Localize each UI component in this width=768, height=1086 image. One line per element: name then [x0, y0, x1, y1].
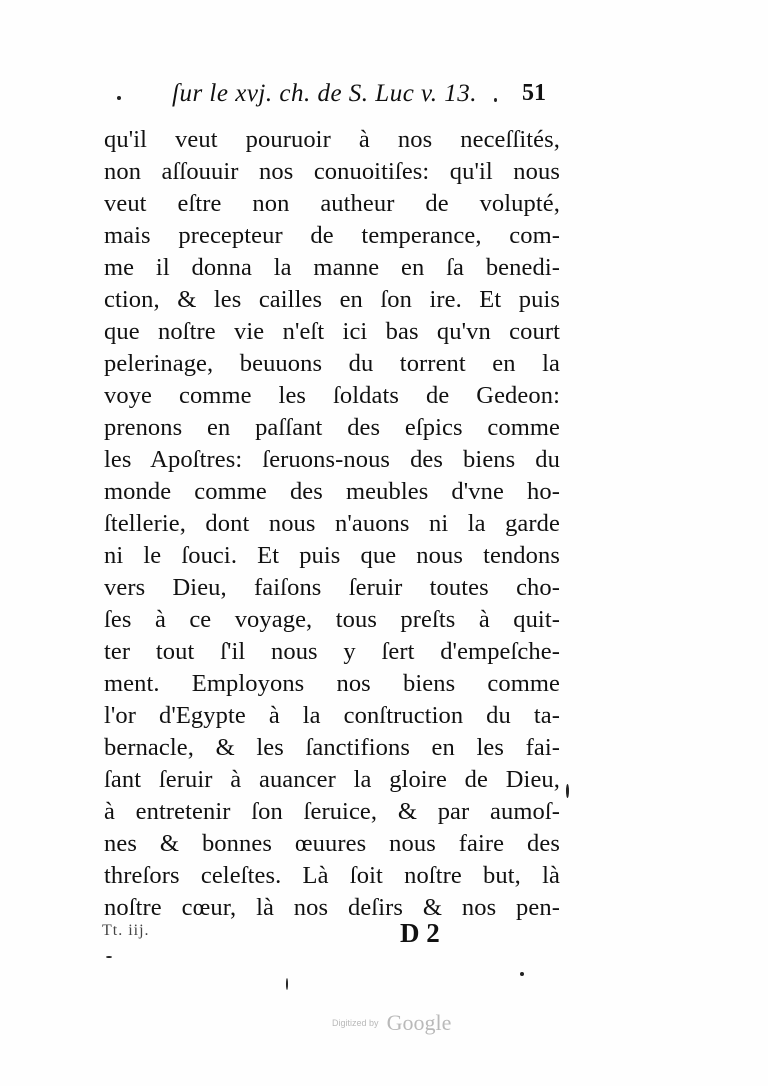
text-line: non aſſouuir nos conuoitiſes: qu'il nous [104, 158, 560, 185]
text-line: qu'il veut pouruoir à nos neceſſités, [104, 126, 560, 153]
text-line: ni le ſouci. Et puis que nous tendons [104, 542, 560, 569]
page-number: 51 [522, 80, 546, 106]
text-line: bernacle, & les ſanctifions en les fai- [104, 734, 560, 761]
text-line: monde comme des meubles d'vne ho- [104, 478, 560, 505]
text-line: à entretenir ſon ſeruice, & par aumoſ- [104, 798, 560, 825]
text-line: prenons en paſſant des eſpics comme [104, 414, 560, 441]
text-line: ſes à ce voyage, tous preſts à quit- [104, 606, 560, 633]
catchword: D 2 [400, 918, 440, 948]
ink-speck [286, 978, 288, 990]
text-line: mais precepteur de temperance, com- [104, 222, 560, 249]
running-head: ſur le xvj. ch. de S. Luc v. 13. [172, 80, 478, 107]
text-line: les Apoſtres: ſeruons-nous des biens du [104, 446, 560, 473]
text-line: pelerinage, beuuons du torrent en la [104, 350, 560, 377]
text-line: veut eſtre non autheur de volupté, [104, 190, 560, 217]
ink-speck [117, 96, 121, 100]
body-text [104, 124, 560, 924]
text-line: me il donna la manne en ſa benedi- [104, 254, 560, 281]
ink-speck [494, 98, 497, 102]
text-line: threſors celeſtes. Là ſoit noſtre but, là [104, 862, 560, 889]
text-line: que noſtre vie n'eſt ici bas qu'vn court [104, 318, 560, 345]
text-line: nes & bonnes œuures nous faire des [104, 830, 560, 857]
google-logo: Google [386, 1010, 452, 1035]
text-line: ter tout ſ'il nous y ſert d'empeſche- [104, 638, 560, 665]
ink-speck [566, 784, 569, 798]
text-line: ſant ſeruir à auancer la gloire de Dieu, [104, 766, 560, 793]
text-line: ſtellerie, dont nous n'auons ni la garde [104, 510, 560, 537]
text-line: ction, & les cailles en ſon ire. Et puis [104, 286, 560, 313]
watermark-prefix: Digitized by [332, 1018, 379, 1028]
text-line: voye comme les ſoldats de Gedeon: [104, 382, 560, 409]
ink-speck [106, 956, 112, 958]
text-line: vers Dieu, faiſons ſeruir toutes cho- [104, 574, 560, 601]
text-line: ment. Employons nos biens comme [104, 670, 560, 697]
text-line: l'or d'Egypte à la conſtruction du ta- [104, 702, 560, 729]
ink-speck [520, 972, 524, 976]
digitization-watermark [332, 1010, 451, 1036]
text-line: noſtre cœur, là nos deſirs & nos pen- [104, 894, 560, 921]
signature-mark: Tt. iij. [102, 922, 150, 939]
